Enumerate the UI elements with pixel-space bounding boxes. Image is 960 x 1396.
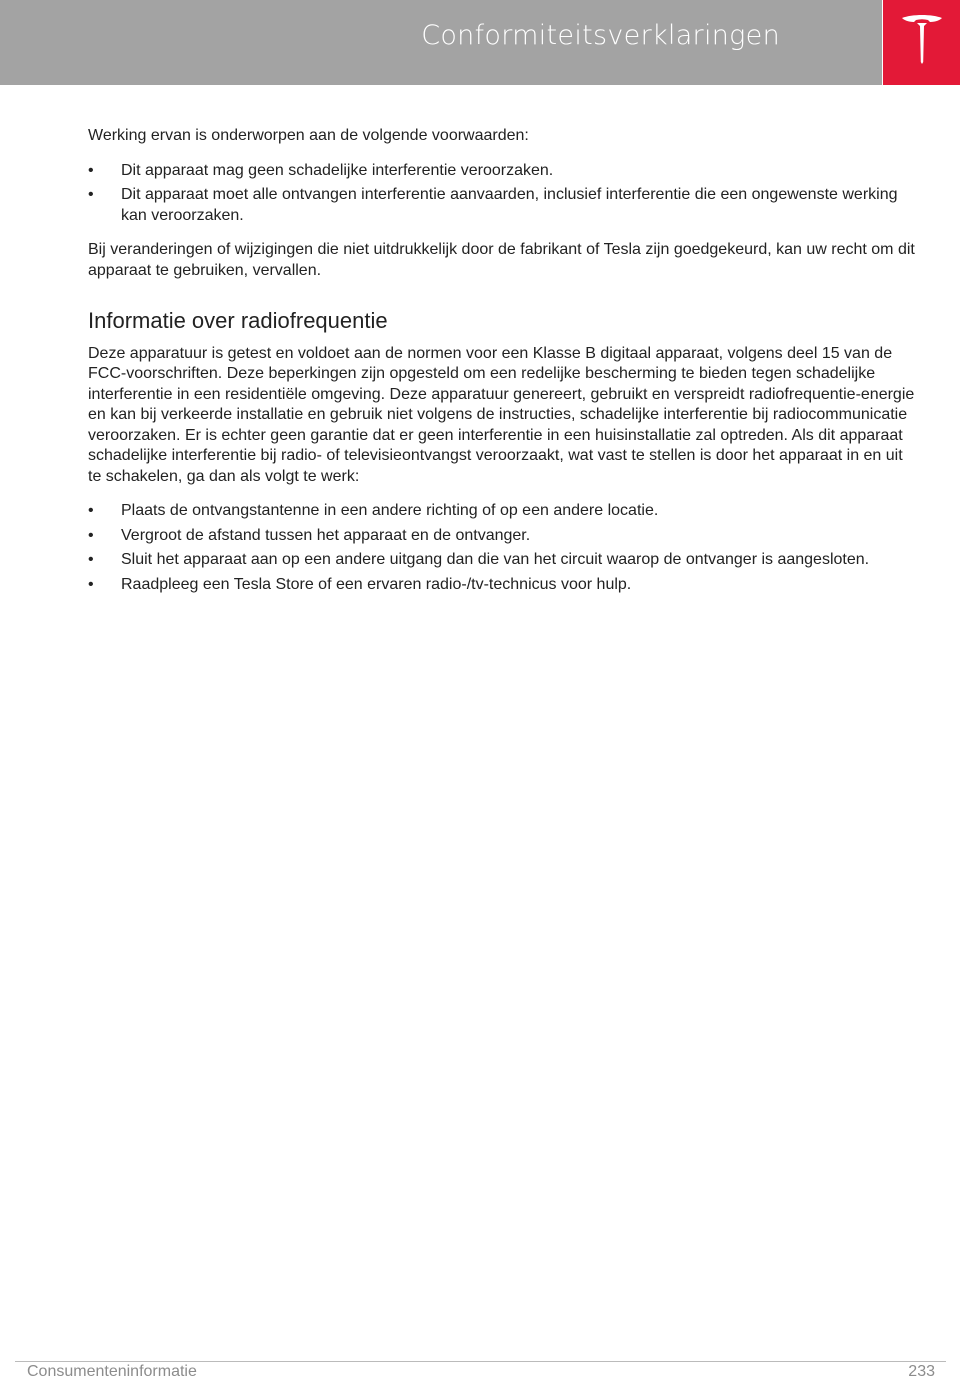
logo-box <box>883 0 960 85</box>
list-item: • Vergroot de afstand tussen het apparaat en de ontvanger. <box>88 526 918 547</box>
footer-section-name: Consumenteninformatie <box>27 1363 197 1380</box>
tesla-logo-icon <box>900 14 944 66</box>
section-body: Deze apparatuur is getest en voldoet aan de normen voor een Klasse B digitaal apparaat, volgens deel 15 van de FCC-voorschriften. Deze beperkingen zijn opgesteld om een redelijke bescherming te bieden tegen schadelijke interferentie in een residentiële omgeving. Deze apparatuur genereert, gebruikt en verspreidt radiofrequentie-energie en kan bij verkeerde installatie en gebruik niet volgens de instructies, schadelijke interferentie bij radiocommunicatie veroorzaken. Er is echter geen garantie dat er geen interferentie in een huisinstallatie zal optreden. Als dit apparaat schadelijke interferentie bij radio- of televisieontvangst veroorzaakt, wat vast te stellen is door het apparaat in en uit te schakelen, ga dan als volgt te werk: <box>88 344 915 485</box>
changes-note: Bij veranderingen of wijzigingen die niet uitdrukkelijk door de fabrikant of Tesla zijn goedgekeurd, kan uw recht om dit apparaat te gebruiken, vervallen. <box>88 241 915 279</box>
list-item: • Raadpleeg een Tesla Store of een ervaren radio-/tv-technicus voor hulp. <box>88 575 918 596</box>
list-item: • Plaats de ontvangstantenne in een andere richting of op een andere locatie. <box>88 501 918 522</box>
page-title: Conformiteitsverklaringen <box>421 20 780 51</box>
conditions-list <box>88 161 918 227</box>
list-item: • Sluit het apparaat aan op een andere uitgang dan die van het circuit waarop de ontvanger is aangesloten. <box>88 550 918 571</box>
page-content <box>88 126 918 609</box>
header-bar <box>0 0 882 85</box>
list-item: • Dit apparaat moet alle ontvangen interferentie aanvaarden, inclusief interferentie die een ongewenste werking kan veroorzaken. <box>88 185 918 226</box>
section-heading: Informatie over radiofrequentie <box>88 308 388 333</box>
footer-page-number: 233 <box>908 1363 935 1380</box>
steps-list <box>88 501 918 595</box>
list-item: • Dit apparaat mag geen schadelijke interferentie veroorzaken. <box>88 161 918 182</box>
footer-divider <box>15 1361 946 1362</box>
intro-text: Werking ervan is onderworpen aan de volgende voorwaarden: <box>88 127 529 144</box>
